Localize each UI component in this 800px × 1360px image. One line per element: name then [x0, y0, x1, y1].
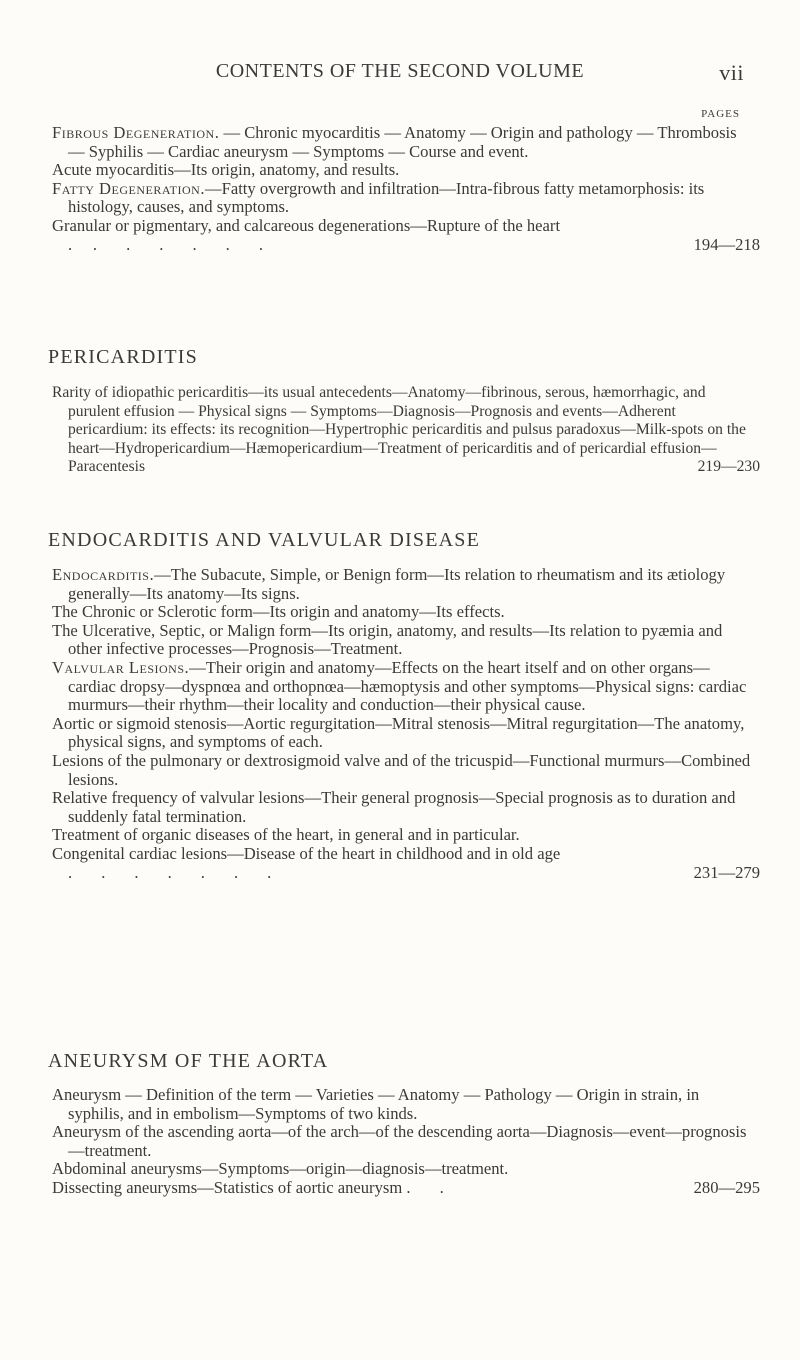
entry-text: Acute myocarditis—Its origin, anatomy, and results. [52, 160, 400, 180]
entry-text: The Chronic or Sclerotic form—Its origin and anatomy—Its effects. [52, 602, 505, 622]
toc-entry [52, 566, 752, 603]
toc-entry [52, 659, 752, 715]
toc-entry [52, 622, 752, 659]
page-range: 194—218 [693, 234, 760, 254]
entry-lead: Fatty Degeneration. [52, 178, 205, 198]
toc-entry [52, 161, 752, 180]
aneurysm-section [52, 1085, 760, 1198]
entry-text: —Fatty overgrowth and infiltration—Intra-fibrous fatty metamorphosis: its histology, causes, and symptoms. [68, 178, 705, 217]
entry-text: Congenital cardiac lesions—Disease of the heart in childhood and in old age . [52, 843, 561, 882]
page-number: vii [719, 60, 744, 85]
entry-text: Dissecting aneurysms—Statistics of aortic aneurysm . [52, 1177, 411, 1197]
toc-entry [52, 789, 752, 826]
toc-entry [52, 1123, 752, 1160]
toc-entry: Dissecting aneurysms—Statistics of aortic aneurysm . . 280—295 [52, 1177, 760, 1197]
degeneration-section [52, 123, 760, 254]
entry-text: —The Subacute, Simple, or Benign form—Its relation to rheumatism and its ætiology generally—Its anatomy—Its signs. [68, 565, 726, 603]
page-range: 231—279 [693, 862, 760, 882]
endocarditis-section [52, 565, 760, 882]
toc-entry [52, 715, 752, 752]
entry-text: Treatment of organic diseases of the heart, in general and in particular. [52, 825, 520, 845]
section-heading-aneurysm: ANEURYSM OF THE AORTA [48, 1050, 329, 1072]
entry-text: Lesions of the pulmonary or dextrosigmoid valve and of the tricuspid—Functional murmurs—Combined lesions. [52, 750, 751, 789]
page-range: 280—295 [693, 1177, 760, 1197]
entry-text: Aortic or sigmoid stenosis—Aortic regurgitation—Mitral stenosis—Mitral regurgitation—The anatomy, physical signs, and symptoms of each. [52, 713, 745, 752]
section-heading-pericarditis: PERICARDITIS [48, 346, 198, 368]
entry-text: Relative frequency of valvular lesions—Their general prognosis—Special prognosis as to duration and suddenly fatal termination. [52, 788, 736, 826]
toc-entry [52, 752, 752, 789]
toc-entry [52, 826, 752, 845]
toc-entry [52, 180, 752, 217]
pericarditis-section [52, 384, 760, 477]
entry-lead: Endocarditis. [52, 565, 155, 584]
section-heading-endocarditis: ENDOCARDITIS AND VALVULAR DISEASE [48, 529, 481, 551]
entry-lead: Fibrous Degeneration. [52, 123, 220, 142]
entry-lead: Valvular Lesions. [52, 657, 190, 677]
toc-entry: Granular or pigmentary, and calcareous degenerations—Rupture of the heart . . . . . . . 194—218 [52, 215, 760, 254]
entry-text: The Ulcerative, Septic, or Malign form—Its origin, anatomy, and results—Its relation to pyæmia and other infective processes—Prognosis—Treatment. [52, 620, 723, 659]
toc-entry [52, 1160, 752, 1179]
entry-text: Granular or pigmentary, and calcareous degenerations—Rupture of the heart . [52, 215, 561, 254]
entry-text: Aneurysm — Definition of the term — Varieties — Anatomy — Pathology — Origin in strain, in syphilis, and in embolism—Symptoms of two kinds. [52, 1085, 700, 1123]
page-range: 219—230 [697, 458, 760, 476]
running-title: CONTENTS OF THE SECOND VOLUME [215, 60, 585, 82]
toc-entry [52, 603, 752, 622]
entry-text: —Their origin and anatomy—Effects on the heart itself and on other organs—cardiac dropsy—dyspnœa and orthopnœa—hæmoptysis and other symptoms—Physical signs: cardiac murmurs—their rhythm—their locality and conduction—their physical cause. [68, 657, 747, 715]
entry-text: Abdominal aneurysms—Symptoms—origin—diagnosis—treatment. [52, 1159, 509, 1179]
entry-text: — Chronic myocarditis — Anatomy — Origin and pathology — Thrombosis — Syphilis — Cardiac aneurysm — Symptoms — Course and event. [68, 123, 737, 161]
toc-entry [52, 124, 752, 161]
toc-entry [52, 1086, 752, 1123]
toc-entry [52, 384, 760, 477]
pages-column-label: PAGES [701, 108, 740, 120]
toc-entry: Congenital cardiac lesions—Disease of the heart in childhood and in old age . . . . . . . 231—279 [52, 843, 760, 882]
entry-text: Rarity of idiopathic pericarditis—its usual antecedents—Anatomy—fibrinous, serous, hæmorrhagic, and purulent effusion — Physical signs — Symptoms—Diagnosis—Prognosis and events—Adherent pericardium: its effects: its recognition—Hypertrophic pericarditis and pulsus paradoxus—Milk-spots on the heart—Hydropericardium—Hæmopericardium—Treatment of pericarditis and of pericardial effusion—Paracentesis [52, 384, 746, 476]
entry-text: Aneurysm of the ascending aorta—of the arch—of the descending aorta—Diagnosis—event—prognosis—treatment. [52, 1122, 747, 1160]
